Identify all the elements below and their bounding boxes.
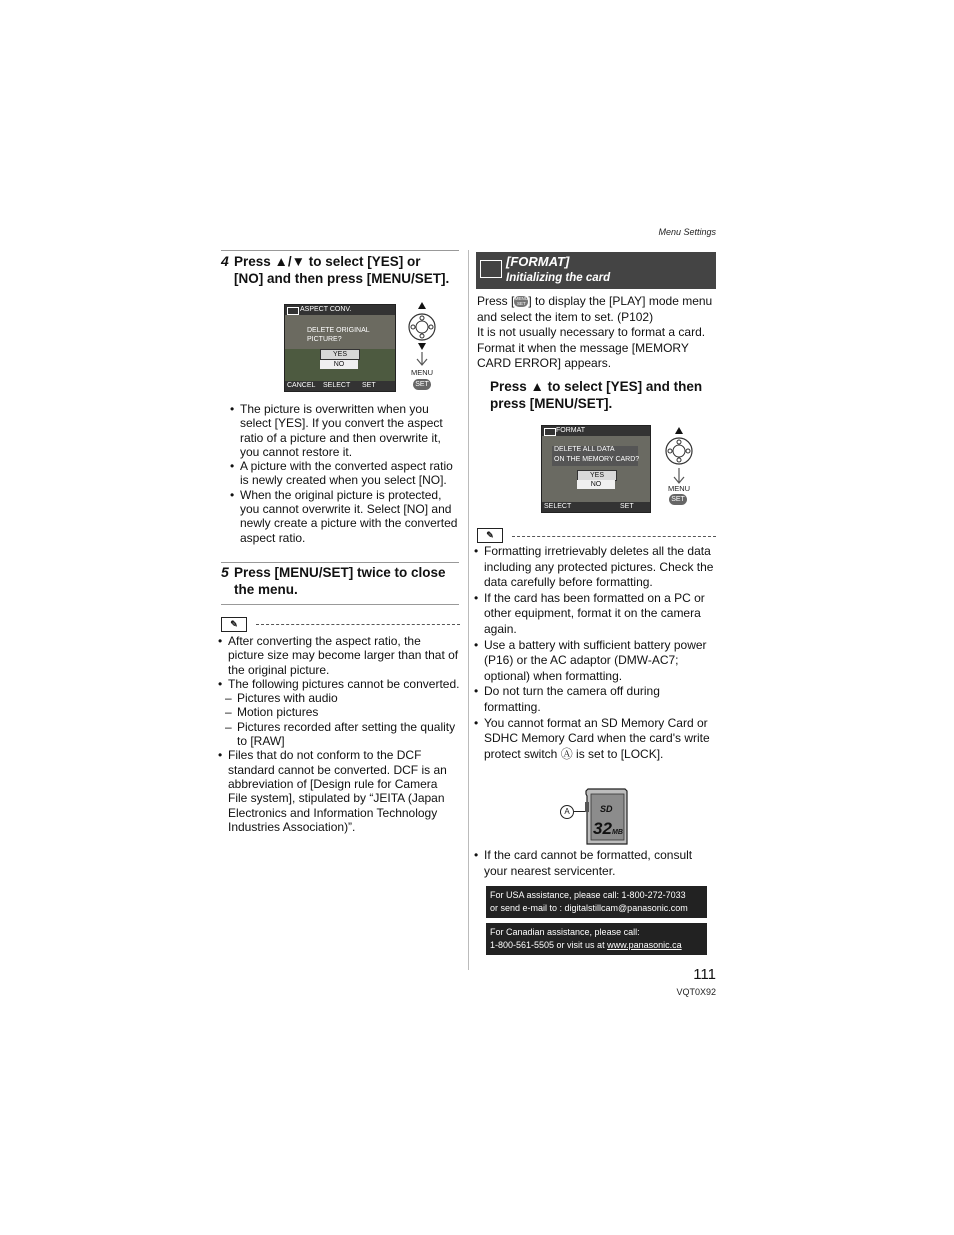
format-subtitle: Initializing the card — [506, 272, 611, 284]
column-divider — [468, 250, 469, 970]
aspect-icon — [287, 307, 299, 315]
left-notes-list — [216, 634, 460, 834]
menu-set-button[interactable]: SET — [669, 494, 687, 505]
format-icon — [544, 428, 556, 436]
list-item: • Do not turn the camera off during formatting. — [472, 684, 718, 715]
divider — [221, 250, 459, 251]
list-item: • A picture with the converted aspect ratio is newly created when you select [NO]. — [228, 459, 460, 488]
dashed-divider — [512, 536, 716, 537]
screen-message-line1: DELETE ORIGINAL — [307, 327, 370, 334]
assist-line: For Canadian assistance, please call: — [490, 927, 640, 937]
note-icon: ✎ — [477, 528, 503, 543]
list-item: – Pictures with audio — [216, 691, 460, 705]
list-item: • The picture is overwritten when you select [YES]. If you convert the aspect ratio of a picture and then overwrite it, you cannot restore it. — [228, 402, 460, 459]
list-item: • Formatting irretrievably deletes all the data including any protected pictures. Check the data carefully before formatting. — [472, 544, 718, 591]
format-title: [FORMAT] — [506, 254, 570, 269]
step-text-line1: Press ▲/▼ to select [YES] or — [234, 254, 421, 269]
page-number: 111 — [693, 966, 716, 983]
dashed-divider — [256, 624, 460, 625]
list-item: • The following pictures cannot be converted. — [216, 677, 460, 691]
camera-screen-aspect-conv — [284, 304, 396, 392]
screen-message-line1: DELETE ALL DATA — [554, 446, 615, 453]
footer-set: SET — [362, 382, 376, 389]
camera-screen-format — [541, 425, 651, 513]
screen-title: ASPECT CONV. — [300, 306, 352, 313]
step-text-line2: the menu. — [234, 582, 298, 597]
list-item: • After converting the aspect ratio, the picture size may become larger than that of the original picture. — [216, 634, 460, 677]
menu-label: MENU — [667, 484, 691, 493]
list-item: – Motion pictures — [216, 705, 460, 719]
footer-cancel: CANCEL — [287, 382, 316, 389]
step-number: 4 — [221, 253, 229, 269]
step-text-line2: press [MENU/SET]. — [490, 396, 613, 411]
control-pad — [405, 300, 439, 392]
website-link[interactable]: www.panasonic.ca — [607, 939, 682, 950]
assist-line: For USA assistance, please call: 1-800-272-7033 — [490, 890, 686, 900]
menu-set-button[interactable]: SET — [413, 379, 431, 390]
control-pad — [662, 426, 696, 508]
menu-label: MENU — [410, 368, 434, 377]
screen-message-line2: PICTURE? — [307, 336, 342, 343]
sd-card-illustration — [560, 788, 632, 846]
note-icon: ✎ — [221, 617, 247, 632]
assist-line: or send e-mail to : digitalstillcam@panasonic.com — [490, 902, 688, 913]
step4-bullet-list — [228, 402, 460, 545]
format-header — [476, 252, 716, 289]
divider — [221, 604, 459, 605]
sd-unit: MB — [612, 829, 623, 836]
step-number: 5 — [221, 564, 229, 580]
divider — [221, 562, 459, 563]
canada-assistance-box — [486, 923, 707, 955]
menu-set-icon: MENU SET — [514, 296, 528, 307]
option-no[interactable]: NO — [577, 480, 615, 489]
option-no[interactable]: NO — [320, 360, 358, 369]
list-item: • If the card cannot be formatted, consult your nearest servicenter. — [472, 848, 718, 879]
footer-select: SELECT — [323, 382, 351, 389]
cursor-pad-icon — [662, 426, 696, 486]
intro-paragraph: Press [MENU SET ] to display the [PLAY] mode menu and select the item to set. (P102) It is not usually necessary to format a card. Format it when the message [MEMORY CARD ERROR] appears. — [477, 294, 713, 371]
sd-logo: SD — [600, 804, 613, 814]
list-item: • If the card has been formatted on a PC or other equipment, format it on the camera again. — [472, 591, 718, 638]
sd-capacity: 32 — [593, 819, 612, 838]
format-step — [490, 378, 720, 414]
list-item: • When the original picture is protected, you cannot overwrite it. Select [NO] and newly create a picture with the converted aspect ratio. — [228, 488, 460, 545]
option-yes[interactable]: YES — [320, 349, 360, 360]
model-code: VQT0X92 — [676, 987, 716, 997]
format-icon — [480, 260, 502, 278]
footer-set: SET — [620, 503, 634, 510]
list-item: • Files that do not conform to the DCF standard cannot be converted. DCF is an abbreviation of [Design rule for Camera File system], stipulated by “JEITA (Japan Electronics and Information Technology Industries Association)”. — [216, 748, 460, 834]
right-notes-list — [472, 544, 718, 762]
list-item: – Pictures recorded after setting the quality to [RAW] — [216, 720, 460, 749]
step-text-line1: Press ▲ to select [YES] and then — [490, 379, 703, 394]
assist-line: 1-800-561-5505 or visit us at www.panasonic.ca — [490, 939, 682, 950]
option-yes[interactable]: YES — [577, 470, 617, 481]
step-4 — [221, 253, 466, 289]
right-last-note — [472, 848, 718, 879]
step-text-line2: [NO] and then press [MENU/SET]. — [234, 271, 450, 286]
switch-marker: A — [560, 805, 574, 819]
usa-assistance-box — [486, 886, 707, 918]
list-item: • Use a battery with sufficient battery power (P16) or the AC adaptor (DMW-AC7; optional) when formatting. — [472, 638, 718, 685]
list-item: • You cannot format an SD Memory Card or SDHC Memory Card when the card's write protect switch Ⓐ is set to [LOCK]. — [472, 716, 718, 763]
screen-title: FORMAT — [556, 427, 586, 434]
section-title: Menu Settings — [658, 227, 716, 237]
screen-message-line2: ON THE MEMORY CARD? — [554, 456, 640, 463]
step-5 — [221, 564, 466, 600]
step-text-line1: Press [MENU/SET] twice to close — [234, 565, 446, 580]
footer-select: SELECT — [544, 503, 572, 510]
